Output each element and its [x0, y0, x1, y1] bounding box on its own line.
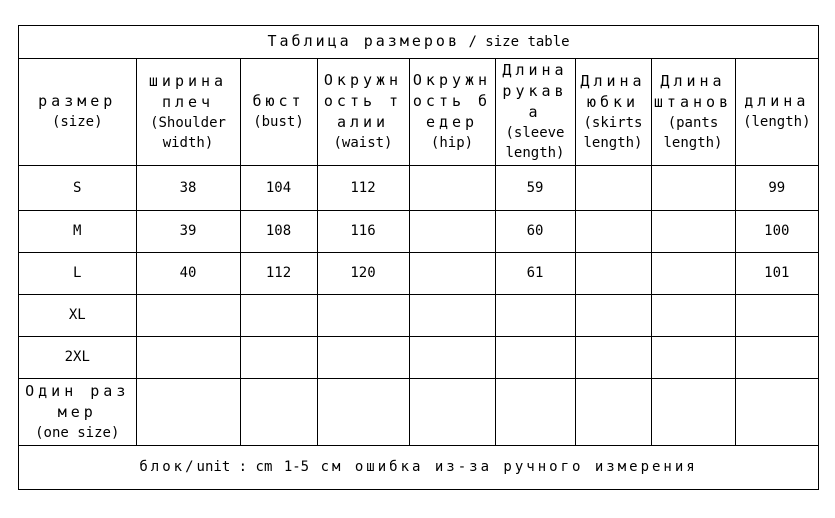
header-hip-en: (hip) [430, 135, 474, 151]
hip-value [409, 210, 495, 252]
header-shoulder [136, 58, 240, 165]
size-table-container [18, 25, 819, 490]
pants-value [651, 165, 735, 210]
empty-cell [651, 294, 735, 336]
empty-cell [317, 378, 409, 445]
header-waist-ru: Окружность талии [323, 71, 403, 131]
header-length-ru: длина [744, 92, 810, 110]
unit-label-en: unit : cm [196, 459, 273, 476]
empty-cell [136, 294, 240, 336]
header-length [735, 58, 818, 165]
empty-cell [575, 378, 651, 445]
header-size-en: (size) [51, 114, 103, 130]
waist-value: 112 [317, 165, 409, 210]
empty-cell [495, 336, 575, 378]
header-skirt-en: (skirts length) [583, 114, 643, 151]
size-label: M [19, 210, 136, 252]
table-row [19, 210, 818, 252]
skirt-value [575, 252, 651, 294]
header-skirt-ru: Длина юбки [580, 71, 646, 111]
header-length-en: (length) [743, 114, 811, 130]
unit-label-ru: блок/ [139, 459, 197, 476]
hip-value [409, 165, 495, 210]
table-row [19, 336, 818, 378]
header-pants-en: (pants length) [663, 114, 723, 151]
size-label: XL [19, 294, 136, 336]
table-row [19, 252, 818, 294]
header-shoulder-en: (Shoulder width) [150, 114, 226, 151]
size-label: 2XL [19, 336, 136, 378]
size-table [19, 26, 818, 489]
empty-cell [495, 294, 575, 336]
header-skirt [575, 58, 651, 165]
empty-cell [735, 294, 818, 336]
header-size [19, 58, 136, 165]
header-pants [651, 58, 735, 165]
empty-cell [317, 336, 409, 378]
header-row [19, 58, 818, 165]
table-title [19, 26, 818, 58]
header-shoulder-ru: ширина плеч [148, 71, 228, 111]
table-row [19, 378, 818, 445]
sleeve-value: 61 [495, 252, 575, 294]
header-hip-ru: Окружность бедер [412, 71, 492, 131]
length-value: 99 [735, 165, 818, 210]
waist-value: 116 [317, 210, 409, 252]
size-label: S [19, 165, 136, 210]
waist-value: 120 [317, 252, 409, 294]
empty-cell [575, 336, 651, 378]
skirt-value [575, 210, 651, 252]
one-size-en: (one size) [35, 424, 120, 441]
header-waist-en: (waist) [333, 135, 393, 151]
empty-cell [735, 378, 818, 445]
pants-value [651, 210, 735, 252]
header-bust-en: (bust) [253, 114, 304, 130]
size-label: L [19, 252, 136, 294]
header-waist [317, 58, 409, 165]
bust-value: 104 [240, 165, 317, 210]
sleeve-value: 60 [495, 210, 575, 252]
empty-cell [409, 294, 495, 336]
skirt-value [575, 165, 651, 210]
empty-cell [240, 336, 317, 378]
empty-cell [317, 294, 409, 336]
header-hip [409, 58, 495, 165]
table-row [19, 165, 818, 210]
unit-note [19, 445, 818, 489]
table-title-ru: Таблица размеров [267, 32, 460, 51]
table-row [19, 294, 818, 336]
header-pants-ru: Длина штанов [653, 71, 733, 111]
header-bust-ru: бюст [252, 92, 305, 110]
one-size-label [19, 378, 136, 445]
bust-value: 108 [240, 210, 317, 252]
error-note: см ошибка из-за ручного измерения [320, 459, 698, 476]
length-value: 100 [735, 210, 818, 252]
empty-cell [136, 336, 240, 378]
header-sleeve-ru: Длина рукава [502, 61, 568, 121]
empty-cell [575, 294, 651, 336]
empty-cell [651, 336, 735, 378]
shoulder-value: 39 [136, 210, 240, 252]
header-size-ru: размер [38, 92, 117, 110]
pants-value [651, 252, 735, 294]
empty-cell [240, 294, 317, 336]
hip-value [409, 252, 495, 294]
length-value: 101 [735, 252, 818, 294]
header-sleeve [495, 58, 575, 165]
bust-value: 112 [240, 252, 317, 294]
table-title-en: / size table [468, 34, 570, 51]
header-sleeve-en: (sleeve length) [505, 125, 565, 161]
empty-cell [409, 336, 495, 378]
empty-cell [651, 378, 735, 445]
sleeve-value: 59 [495, 165, 575, 210]
header-bust [240, 58, 317, 165]
shoulder-value: 40 [136, 252, 240, 294]
empty-cell [240, 378, 317, 445]
empty-cell [495, 378, 575, 445]
shoulder-value: 38 [136, 165, 240, 210]
error-range: 1-5 [283, 459, 310, 476]
one-size-ru: Один размер [25, 381, 130, 421]
empty-cell [136, 378, 240, 445]
empty-cell [735, 336, 818, 378]
empty-cell [409, 378, 495, 445]
